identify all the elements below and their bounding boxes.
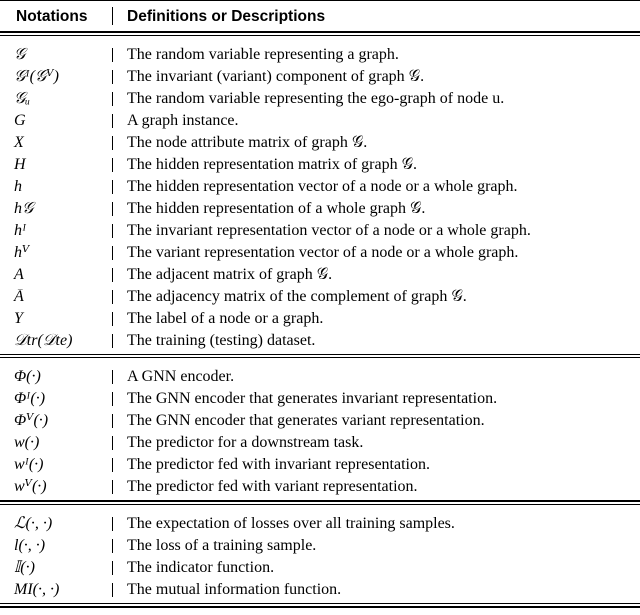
table-row (0, 176, 640, 198)
table-row (0, 44, 640, 66)
table-row (0, 432, 640, 454)
notation-cell: 𝒢 (14, 46, 26, 63)
definition-cell: The label of a node or a graph. (127, 310, 324, 327)
notation-cell: 𝒟tr(𝒟te) (14, 332, 73, 349)
definition-cell: The invariant representation vector of a node or a whole graph. (127, 222, 531, 239)
table-row (0, 88, 640, 110)
table-row (0, 110, 640, 132)
table-row (0, 557, 640, 579)
table-row (0, 388, 640, 410)
table-row (0, 220, 640, 242)
definition-cell: The hidden representation of a whole graph 𝒢. (127, 200, 426, 217)
table-row (0, 330, 640, 352)
table-row (0, 513, 640, 535)
definition-cell: The predictor fed with invariant representation. (127, 457, 430, 474)
notation-cell: h (14, 178, 22, 195)
notation-cell: A (14, 266, 24, 283)
notation-cell: 𝕀(·) (14, 560, 35, 577)
table-row (0, 410, 640, 432)
table-row (0, 476, 640, 498)
notation-cell: Φ(·) (14, 369, 41, 386)
table-row (0, 366, 640, 388)
definition-cell: A graph instance. (127, 112, 239, 129)
definition-cell: The adjacency matrix of the complement of graph 𝒢. (127, 288, 467, 305)
notation-cell: 𝒢ᴵ(𝒢ⱽ) (14, 68, 59, 85)
notation-cell: X (14, 134, 24, 151)
definition-cell: The node attribute matrix of graph 𝒢. (127, 134, 368, 151)
notation-cell: wᴵ(·) (14, 457, 44, 474)
table-row (0, 154, 640, 176)
table-row (0, 66, 640, 88)
notation-cell: Φⱽ(·) (14, 413, 49, 430)
notation-cell: ℒ(·, ·) (14, 516, 53, 533)
definition-cell: The predictor for a downstream task. (127, 435, 364, 452)
header-definitions: Definitions or Descriptions (127, 8, 326, 25)
definition-cell: The GNN encoder that generates variant representation. (127, 413, 485, 430)
table-body (0, 36, 640, 608)
notation-cell: 𝒢ᵤ (14, 90, 31, 107)
header-row (0, 1, 640, 31)
notation-cell: G (14, 112, 26, 129)
notation-cell: Ā (14, 288, 24, 305)
definition-cell: The adjacent matrix of graph 𝒢. (127, 266, 333, 283)
definition-cell: A GNN encoder. (127, 369, 235, 386)
notation-cell: l(·, ·) (14, 538, 46, 555)
table-row (0, 286, 640, 308)
notation-cell: h𝒢 (14, 200, 34, 217)
definition-cell: The random variable representing the ego-graph of node u. (127, 90, 505, 107)
definition-cell: The predictor fed with variant representation. (127, 479, 418, 496)
notation-cell: w(·) (14, 435, 40, 452)
definition-cell: The hidden representation vector of a node or a whole graph. (127, 178, 518, 195)
table-row (0, 308, 640, 330)
table-row (0, 198, 640, 220)
notation-cell: Y (14, 310, 23, 327)
notation-cell: H (14, 156, 26, 173)
definition-cell: The mutual information function. (127, 582, 342, 599)
table-row (0, 454, 640, 476)
notation-cell: Φᴵ(·) (14, 391, 46, 408)
header-notations: Notations (16, 8, 88, 25)
notation-cell: MI(·, ·) (14, 582, 60, 599)
definition-cell: The random variable representing a graph. (127, 46, 399, 63)
group-rule-double (0, 606, 640, 607)
table-row (0, 132, 640, 154)
definition-cell: The loss of a training sample. (127, 538, 317, 555)
notation-cell: wⱽ(·) (14, 479, 47, 496)
definition-cell: The invariant (variant) component of graph 𝒢. (127, 68, 425, 85)
definition-cell: The GNN encoder that generates invariant representation. (127, 391, 498, 408)
table-row (0, 242, 640, 264)
definition-cell: The training (testing) dataset. (127, 332, 316, 349)
definition-cell: The indicator function. (127, 560, 275, 577)
table-row (0, 535, 640, 557)
notation-cell: hᴵ (14, 222, 27, 239)
table-row (0, 264, 640, 286)
definition-cell: The expectation of losses over all training samples. (127, 516, 455, 533)
definition-cell: The hidden representation matrix of graph 𝒢. (127, 156, 417, 173)
definition-cell: The variant representation vector of a node or a whole graph. (127, 244, 519, 261)
table-row (0, 579, 640, 601)
notation-cell: hⱽ (14, 244, 30, 261)
